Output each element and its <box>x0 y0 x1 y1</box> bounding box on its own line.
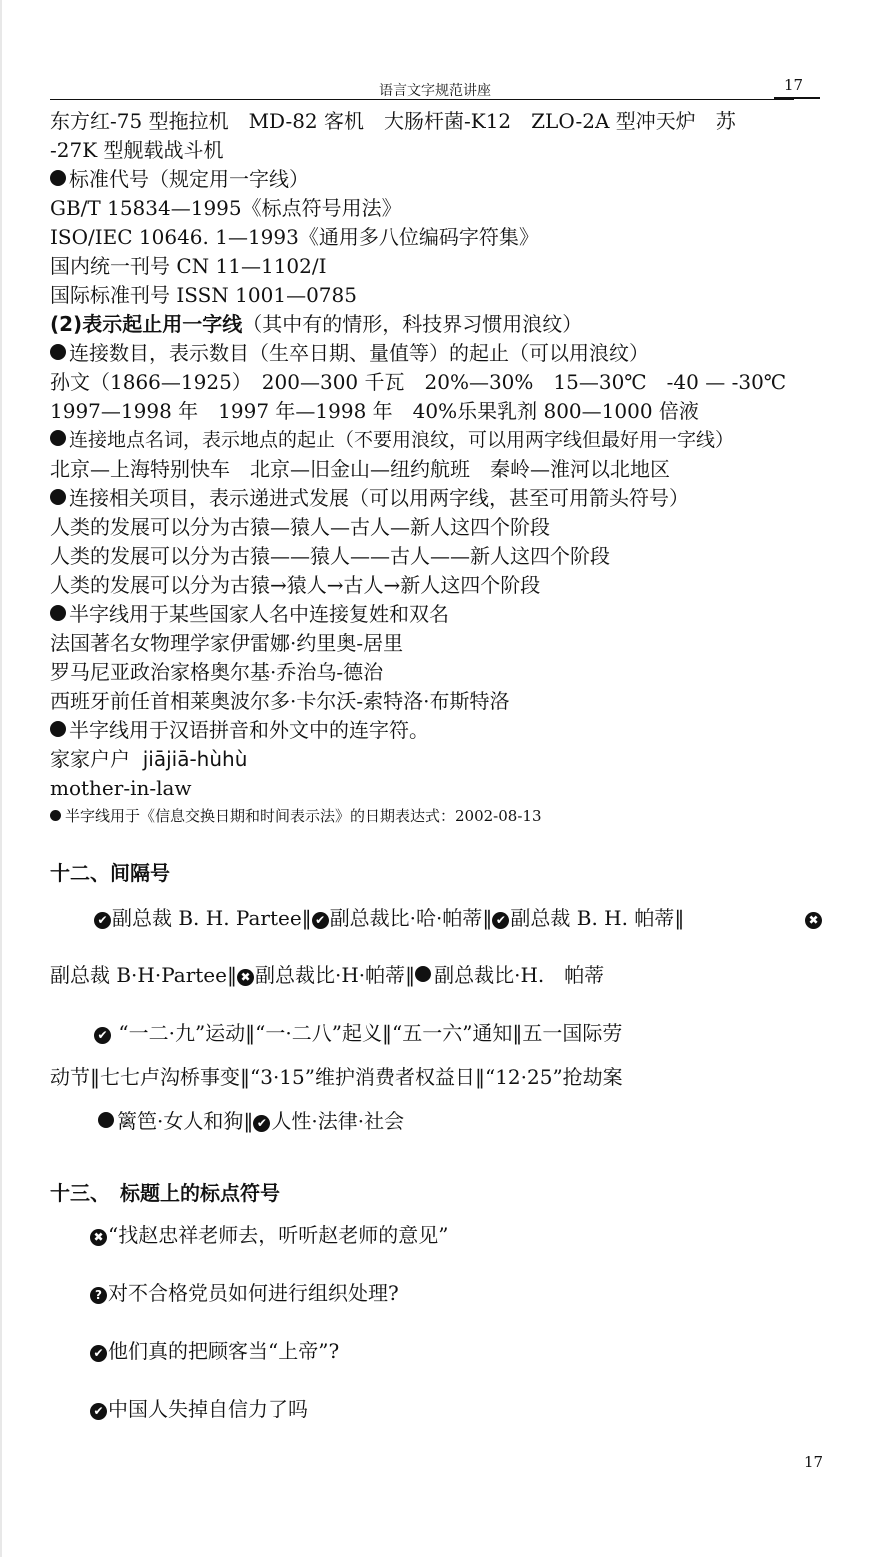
bullet-text: 连接相关项目，表示递进式发展（可以用两字线，甚至可用箭头符号） <box>69 486 689 510</box>
check-icon: ✔ <box>94 912 111 929</box>
check-icon: ✔ <box>312 912 329 929</box>
section-heading: 十二、间隔号 <box>50 861 170 885</box>
bullet-text: 标准代号（规定用一字线） <box>69 167 309 191</box>
running-header-title: 语言文字规范讲座 <box>379 83 491 99</box>
bullet-text: 连接地点名词，表示地点的起止（不要用浪纹，可以用两字线但最好用一字线） <box>69 429 735 451</box>
text-line: 法国著名女物理学家伊雷娜·约里奥-居里 <box>50 631 404 655</box>
bullet-line-small <box>50 806 542 826</box>
example-row: ✔ “一二·九”运动‖“一·二八”起义‖“五一六”通知‖五一国际劳 <box>94 1020 622 1046</box>
example-row: ✔ 副总裁 B. H. Partee‖ ✔ 副总裁比·哈·帕蒂‖ ✔ 副总裁 B. H. 帕蒂‖ <box>94 905 684 931</box>
text-line: mother-in-law <box>50 776 192 800</box>
subheading-line <box>50 311 582 337</box>
bullet-line <box>50 601 449 627</box>
text-line: 孙文（1866—1925） 200—300 千瓦 20%—30% 15—30℃ -40 — -30℃ <box>50 370 787 394</box>
bullet-text: 半字线用于某些国家人名中连接复姓和双名 <box>69 602 449 626</box>
question-icon: ? <box>90 1287 107 1304</box>
bullet-line <box>50 485 689 511</box>
text-line: 西班牙前任首相莱奥波尔多·卡尔沃-索特洛·布斯特洛 <box>50 689 510 713</box>
bullet-dot-icon <box>50 489 66 505</box>
page-edge <box>0 0 2 1557</box>
text-line: 人类的发展可以分为古猿——猿人——古人——新人这四个阶段 <box>50 544 610 568</box>
text-line: 国际标准刊号 ISSN 1001—0785 <box>50 283 357 307</box>
bullet-text: 半字线用于《信息交换日期和时间表示法》的日期表达式：2002-08-13 <box>65 807 542 825</box>
bullet-line <box>50 340 649 366</box>
running-header-page-number: 17 <box>784 76 804 94</box>
title-example: ? 对不合格党员如何进行组织处理? <box>90 1280 399 1306</box>
footer-page-number: 17 <box>804 1453 824 1471</box>
section-heading: 十三、 标题上的标点符号 <box>50 1181 280 1205</box>
check-icon: ✔ <box>90 1403 107 1420</box>
pinyin-text: jiājiā-hùhù <box>142 747 248 771</box>
text: 家家户户 <box>50 747 130 771</box>
check-icon: ✔ <box>253 1115 270 1132</box>
subheading: (2)表示起止用一字线 <box>50 312 243 336</box>
cross-icon: ✖ <box>805 912 822 929</box>
check-icon: ✔ <box>492 912 509 929</box>
text-line: 北京—上海特别快车 北京—旧金山—纽约航班 秦岭—淮河以北地区 <box>50 457 670 481</box>
text-line: GB/T 15834—1995《标点符号用法》 <box>50 196 402 220</box>
bullet-text: 半字线用于汉语拼音和外文中的连字符。 <box>69 718 429 742</box>
text-line: 1997—1998 年 1997 年—1998 年 40%乐果乳剂 800—1000 倍液 <box>50 399 699 423</box>
cross-marker <box>805 905 823 931</box>
bullet-dot-icon <box>50 605 66 621</box>
cross-icon: ✖ <box>90 1229 107 1246</box>
text-line: 国内统一刊号 CN 11—1102/I <box>50 254 327 278</box>
title-example: ✔ 他们真的把顾客当“上帝”? <box>90 1338 339 1364</box>
pinyin-line <box>50 746 247 772</box>
bullet-dot-icon <box>98 1112 114 1128</box>
bullet-text: 连接数目，表示数目（生卒日期、量值等）的起止（可以用浪纹） <box>69 341 649 365</box>
text-line: 人类的发展可以分为古猿—猿人—古人—新人这四个阶段 <box>50 515 550 539</box>
title-example: ✔ 中国人失掉自信力了吗 <box>90 1396 308 1422</box>
example-row: 副总裁 B·H·Partee‖ ✖ 副总裁比·H·帕蒂‖ 副总裁比·H. 帕蒂 <box>50 963 605 987</box>
example-row: 动节‖七七卢沟桥事变‖“3·15”维护消费者权益日‖“12·25”抢劫案 <box>50 1065 623 1089</box>
title-example: ✖ “找赵忠祥老师去，听听赵老师的意见” <box>90 1222 448 1248</box>
text-line: ISO/IEC 10646. 1—1993《通用多八位编码字符集》 <box>50 225 539 249</box>
header-rule-thick <box>774 97 820 99</box>
check-icon: ✔ <box>94 1027 111 1044</box>
text-line: 人类的发展可以分为古猿→猿人→古人→新人这四个阶段 <box>50 573 541 597</box>
text-line: 罗马尼亚政治家格奥尔基·乔治乌-德治 <box>50 660 384 684</box>
cross-icon: ✖ <box>237 969 254 986</box>
bullet-dot-icon <box>50 810 61 821</box>
text-line: -27K 型舰载战斗机 <box>50 138 224 162</box>
header-rule <box>50 99 794 100</box>
bullet-dot-icon <box>50 170 66 186</box>
check-icon: ✔ <box>90 1345 107 1362</box>
bullet-dot-icon <box>50 721 66 737</box>
bullet-dot-icon <box>415 966 431 982</box>
bullet-line <box>50 717 429 743</box>
subheading-note: （其中有的情形，科技界习惯用浪纹） <box>242 312 583 336</box>
text-line: 东方红-75 型拖拉机 MD-82 客机 大肠杆菌-K12 ZLO-2A 型冲天炉 苏 <box>50 109 736 133</box>
example-row: 篱笆·女人和狗‖ ✔ 人性·法律·社会 <box>98 1108 404 1134</box>
bullet-dot-icon <box>50 430 66 446</box>
bullet-line <box>50 427 734 453</box>
bullet-line <box>50 166 309 192</box>
bullet-dot-icon <box>50 344 66 360</box>
